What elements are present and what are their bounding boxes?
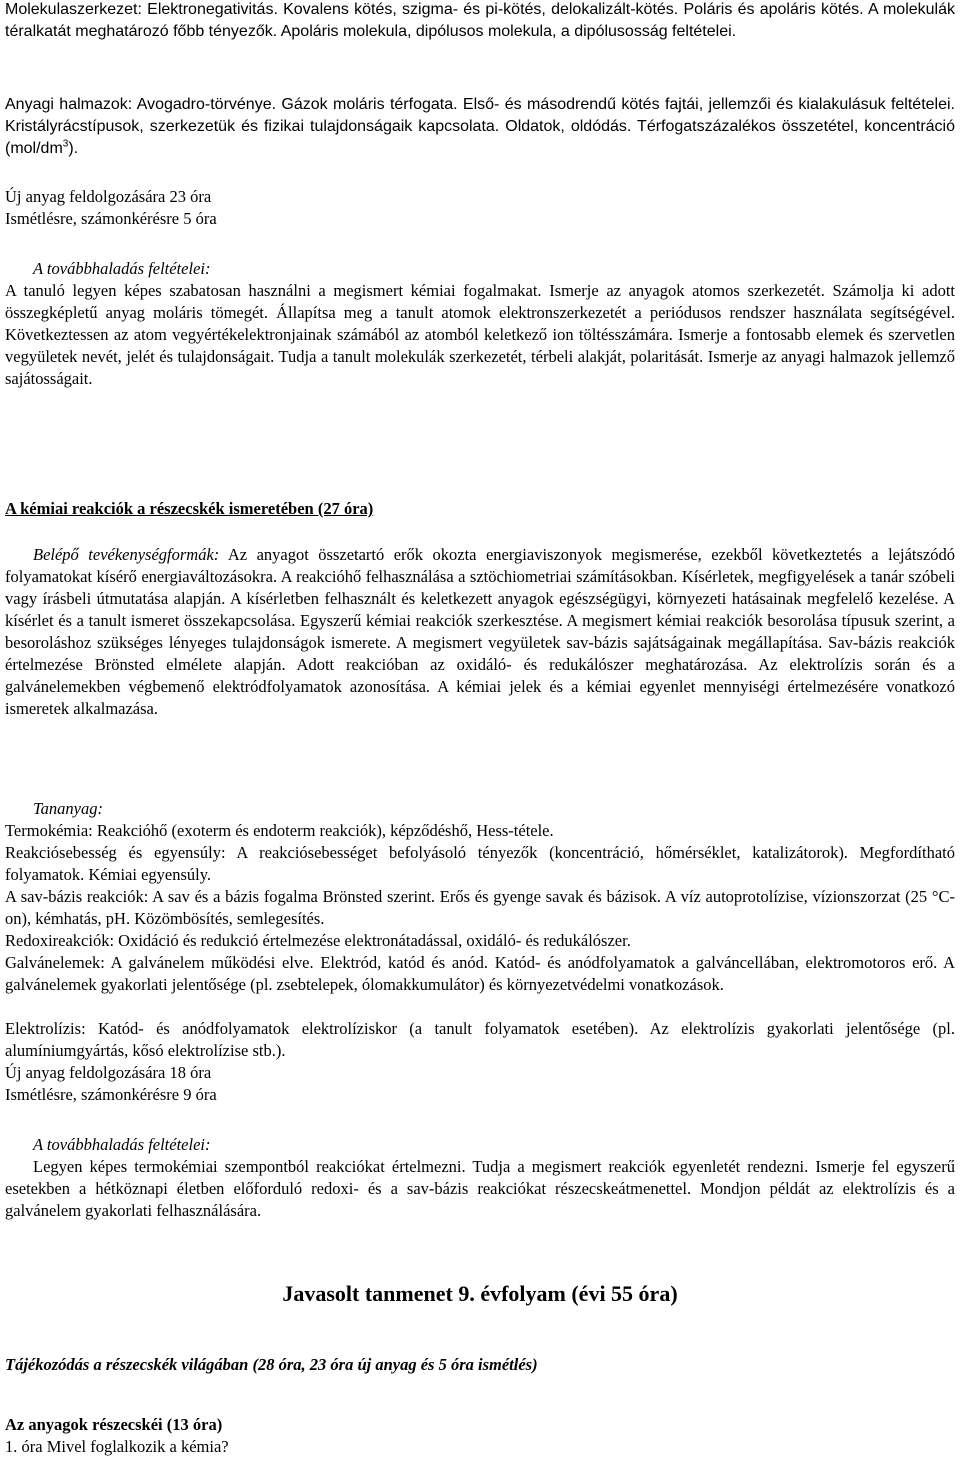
section-heading-reactions: A kémiai reakciók a részecskék ismeretében (27 óra) [5, 499, 374, 518]
hours-new-material: Új anyag feldolgozására 23 óra [5, 187, 212, 206]
cube-superscript: 3 [62, 138, 69, 150]
hours-review-2: Ismétlésre, számonkérésre 9 óra [5, 1085, 217, 1104]
content-item-redox: Redoxireakciók: Oxidáció és redukció értelmezése elektronátadással, oxidáló- és redukálószer. [5, 931, 631, 950]
content-item-galvanic: Galvánelemek: A galvánelem működési elve. Elektród, katód és anód. Katód- és anódfolyamatok a galváncellában, elektromotoros erő. A galvánelemek gyakorlati jelentősége (pl. zsebtelepek, ólomakkumulátor) és környezetvédelmi vonatkozások. [5, 953, 955, 994]
material-states-text: Anyagi halmazok: Avogadro-törvénye. Gázok moláris térfogata. Első- és másodrendű kötés fajtái, jellemzői és kialakulásuk feltételei. Kristályrácstípusok, szerkezetük és fizikai tulajdonságaik kapcsolata. Oldatok, oldódás. Térfogatszázalékos összetétel, koncentráció (mol/dm [5, 96, 955, 157]
content-item-thermochemistry: Termokémia: Reakcióhő (exoterm és endoterm reakciók), képződéshő, Hess-tétele. [5, 821, 554, 840]
hours-new-material-2: Új anyag feldolgozására 18 óra [5, 1063, 212, 1082]
material-states-tail: ). [68, 140, 79, 157]
content-item-electrolysis: Elektrolízis: Katód- és anódfolyamatok elektrolíziskor (a tanult folyamatok esetében). Az elektrolízis gyakorlati jelentősége (pl. alumíniumgyártás, kősó elektrolízise stb.). [5, 1019, 955, 1060]
entry-activities-text: Az anyagot összetartó erők okozta energiaviszonyok megismerése, ezekből következtetés a lejátszódó folyamatokat kísérő energiaváltozásokra. A reakcióhő felhasználása a sztöchiometriai számításokban. Kísérletek, megfigyelések a tanár szóbeli vagy írásbeli útmutatása alapján. A kísérletben felhasznált és keletkezett anyagok egészségügyi, környezeti hatásainak megfelelő kezelése. A kísérlet és a tanult ismeret összekapcsolása. Egyszerű kémiai reakciók szerkesztése. A megismert kémiai reakciók besorolása típusuk szerint, a besoroláshoz szükséges lényeges tulajdonságok ismerete. A megismert vegyületek sav-bázis sajátságainak megállapítása. Sav-bázis reakciók értelmezése Brönsted elmélete alapján. Adott reakcióban az oxidáló- és redukálószer meghatározása. Az elektrolízis során és a galvánelemekben végbemenő elektródfolyamatok azonosítása. A kémiai jelek és a kémiai egyenlet mennyiségi értelmezésére vonatkozó ismeretek alkalmazása. [5, 545, 955, 718]
subunit-heading: Az anyagok részecskéi (13 óra) [5, 1415, 223, 1434]
progress-conditions-text: A tanuló legyen képes szabatosan használni a megismert kémiai fogalmakat. Ismerje az anyagok atomos szerkezetét. Számolja ki adott összegképletű anyag moláris tömegét. Állapítsa meg a tanult atomok elektronszerkezetét a periódusos rendszer használata segítségével. Következtessen az atom vegyértékelektronjainak számából az atomból keletkező ion töltésszámára. Ismerje a fontosabb elemek és szervetlen vegyületek nevét, jelét és tulajdonságait. Tudja a tanult molekulák szerkezetét, térbeli alakját, polaritását. Ismerje az anyagi halmazok jellemző sajátosságait. [5, 281, 955, 388]
entry-activities-label: Belépő tevékenységformák: [33, 545, 220, 564]
material-states-paragraph [5, 94, 955, 160]
progress-conditions-label: A továbbhaladás feltételei: [33, 259, 211, 278]
unit-heading: Tájékozódás a részecskék világában (28 óra, 23 óra új anyag és 5 óra ismétlés) [5, 1355, 538, 1374]
entry-activities-paragraph [5, 544, 955, 720]
lesson-1: 1. óra Mivel foglalkozik a kémia? [5, 1437, 229, 1456]
hours-review: Ismétlésre, számonkérésre 5 óra [5, 209, 217, 228]
content-label: Tananyag: [33, 799, 103, 818]
molecular-structure-paragraph: Molekulaszerkezet: Elektronegativitás. Kovalens kötés, szigma- és pi-kötés, delokalizált-kötés. Poláris és apoláris kötés. A molekulák téralkatát meghatározó főbb tényezők. Apoláris molekula, dipólusos molekula, a dipólusosság feltételei. [5, 1, 955, 40]
content-item-reaction-rate: Reakciósebesség és egyensúly: A reakciósebességet befolyásoló tényezők (koncentráció, hőmérséklet, katalizátorok). Megfordítható folyamatok. Kémiai egyensúly. [5, 843, 955, 884]
progress-conditions-label-2: A továbbhaladás feltételei: [33, 1135, 211, 1154]
content-item-acid-base: A sav-bázis reakciók: A sav és a bázis fogalma Brönsted szerint. Erős és gyenge savak és bázisok. A víz autoprotolízise, vízionszorzat (25 °C-on), kémhatás, pH. Közömbösítés, semlegesítés. [5, 887, 955, 928]
progress-conditions-text-2: Legyen képes termokémiai szempontból reakciókat értelmezni. Tudja a megismert reakciók egyenletét rendezni. Ismerje fel egyszerű esetekben a hétköznapi életben előforduló redoxi- és a sav-bázis reakciókat részecskeátmenettel. Mondjon példát az elektrolízis és a galvánelem gyakorlati felhasználására. [5, 1157, 955, 1220]
suggested-syllabus-title: Javasolt tanmenet 9. évfolyam (évi 55 óra) [282, 1281, 678, 1306]
